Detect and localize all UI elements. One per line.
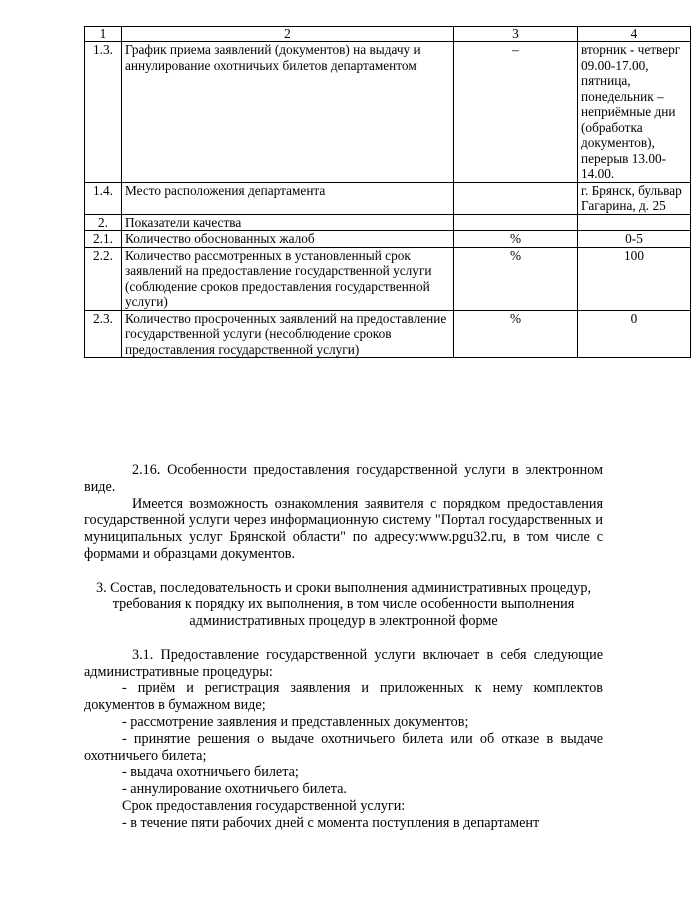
list-item: - аннулирование охотничьего билета. [122, 781, 347, 798]
row-name: Показатели качества [122, 214, 454, 231]
row-unit: % [454, 310, 578, 358]
row-unit: % [454, 247, 578, 310]
table-header-cell: 1 [85, 27, 122, 42]
row-number: 2.1. [85, 231, 122, 248]
row-name: Количество обоснованных жалоб [122, 231, 454, 248]
row-number: 2.2. [85, 247, 122, 310]
row-value: 100 [578, 247, 691, 310]
paragraph-2-16: 2.16. Особенности предоставления государственной услуги в электронном виде. [84, 462, 603, 495]
table-row [85, 310, 691, 358]
table-row [85, 214, 691, 231]
table-row [85, 182, 691, 214]
row-value: г. Брянск, бульвар Гагарина, д. 25 [578, 182, 691, 214]
table-header-row [85, 27, 691, 42]
row-unit [454, 182, 578, 214]
spacer [84, 630, 603, 647]
row-value: 0 [578, 310, 691, 358]
paragraph-last: - в течение пяти рабочих дней с момента поступления в департамент [122, 814, 540, 831]
row-unit: % [454, 231, 578, 248]
list-item: - приём и регистрация заявления и приложенных к нему комплектов документов в бумажном виде; [84, 680, 603, 714]
paragraph-portal: Имеется возможность ознакомления заявителя с порядком предоставления государственной услуги через информационную систему "Портал государственных и муниципальных услуг Брянской области" по адресу:www.pgu32.ru, в том числе с формами и образцами документов. [84, 495, 603, 562]
table-header-cell: 4 [578, 27, 691, 42]
paragraph-srok: Срок предоставления государственной услуги: [122, 797, 406, 814]
table-row [85, 247, 691, 310]
row-unit [454, 214, 578, 231]
row-name: График приема заявлений (документов) на выдачу и аннулирование охотничьих билетов департаментом [122, 42, 454, 183]
row-name: Место расположения департамента [122, 182, 454, 214]
table-row [85, 42, 691, 183]
list-item: - выдача охотничьего билета; [122, 764, 299, 781]
section-3-heading: 3. Состав, последовательность и сроки выполнения административных процедур, требования к порядку их выполнения, в том числе особенности выполнения административных процедур в электронной форме [95, 579, 591, 630]
row-number: 2. [85, 214, 122, 231]
paragraph-3-1: 3.1. Предоставление государственной услуги включает в себя следующие административные процедуры: [84, 646, 603, 680]
row-value [578, 214, 691, 231]
row-number: 2.3. [85, 310, 122, 358]
row-number: 1.4. [85, 182, 122, 214]
row-name: Количество просроченных заявлений на предоставление государственной услуги (несоблюдение сроков предоставления государственной услуги) [122, 310, 454, 358]
row-value: вторник - четверг 09.00-17.00, пятница, понедельник – неприёмные дни (обработка документов), перерыв 13.00-14.00. [578, 42, 691, 183]
indicators-table [84, 26, 691, 358]
table-header-cell: 3 [454, 27, 578, 42]
spacer [84, 563, 603, 580]
row-unit: – [454, 42, 578, 183]
document-body [84, 462, 603, 832]
list-item: - рассмотрение заявления и представленных документов; [122, 713, 469, 730]
row-value: 0-5 [578, 231, 691, 248]
list-item: - принятие решения о выдаче охотничьего билета или об отказе в выдаче охотничьего билета; [84, 730, 603, 764]
row-name: Количество рассмотренных в установленный срок заявлений на предоставление государственной услуги (соблюдение сроков предоставления государственной услуги) [122, 247, 454, 310]
table-header-cell: 2 [122, 27, 454, 42]
table-row [85, 231, 691, 248]
row-number: 1.3. [85, 42, 122, 183]
